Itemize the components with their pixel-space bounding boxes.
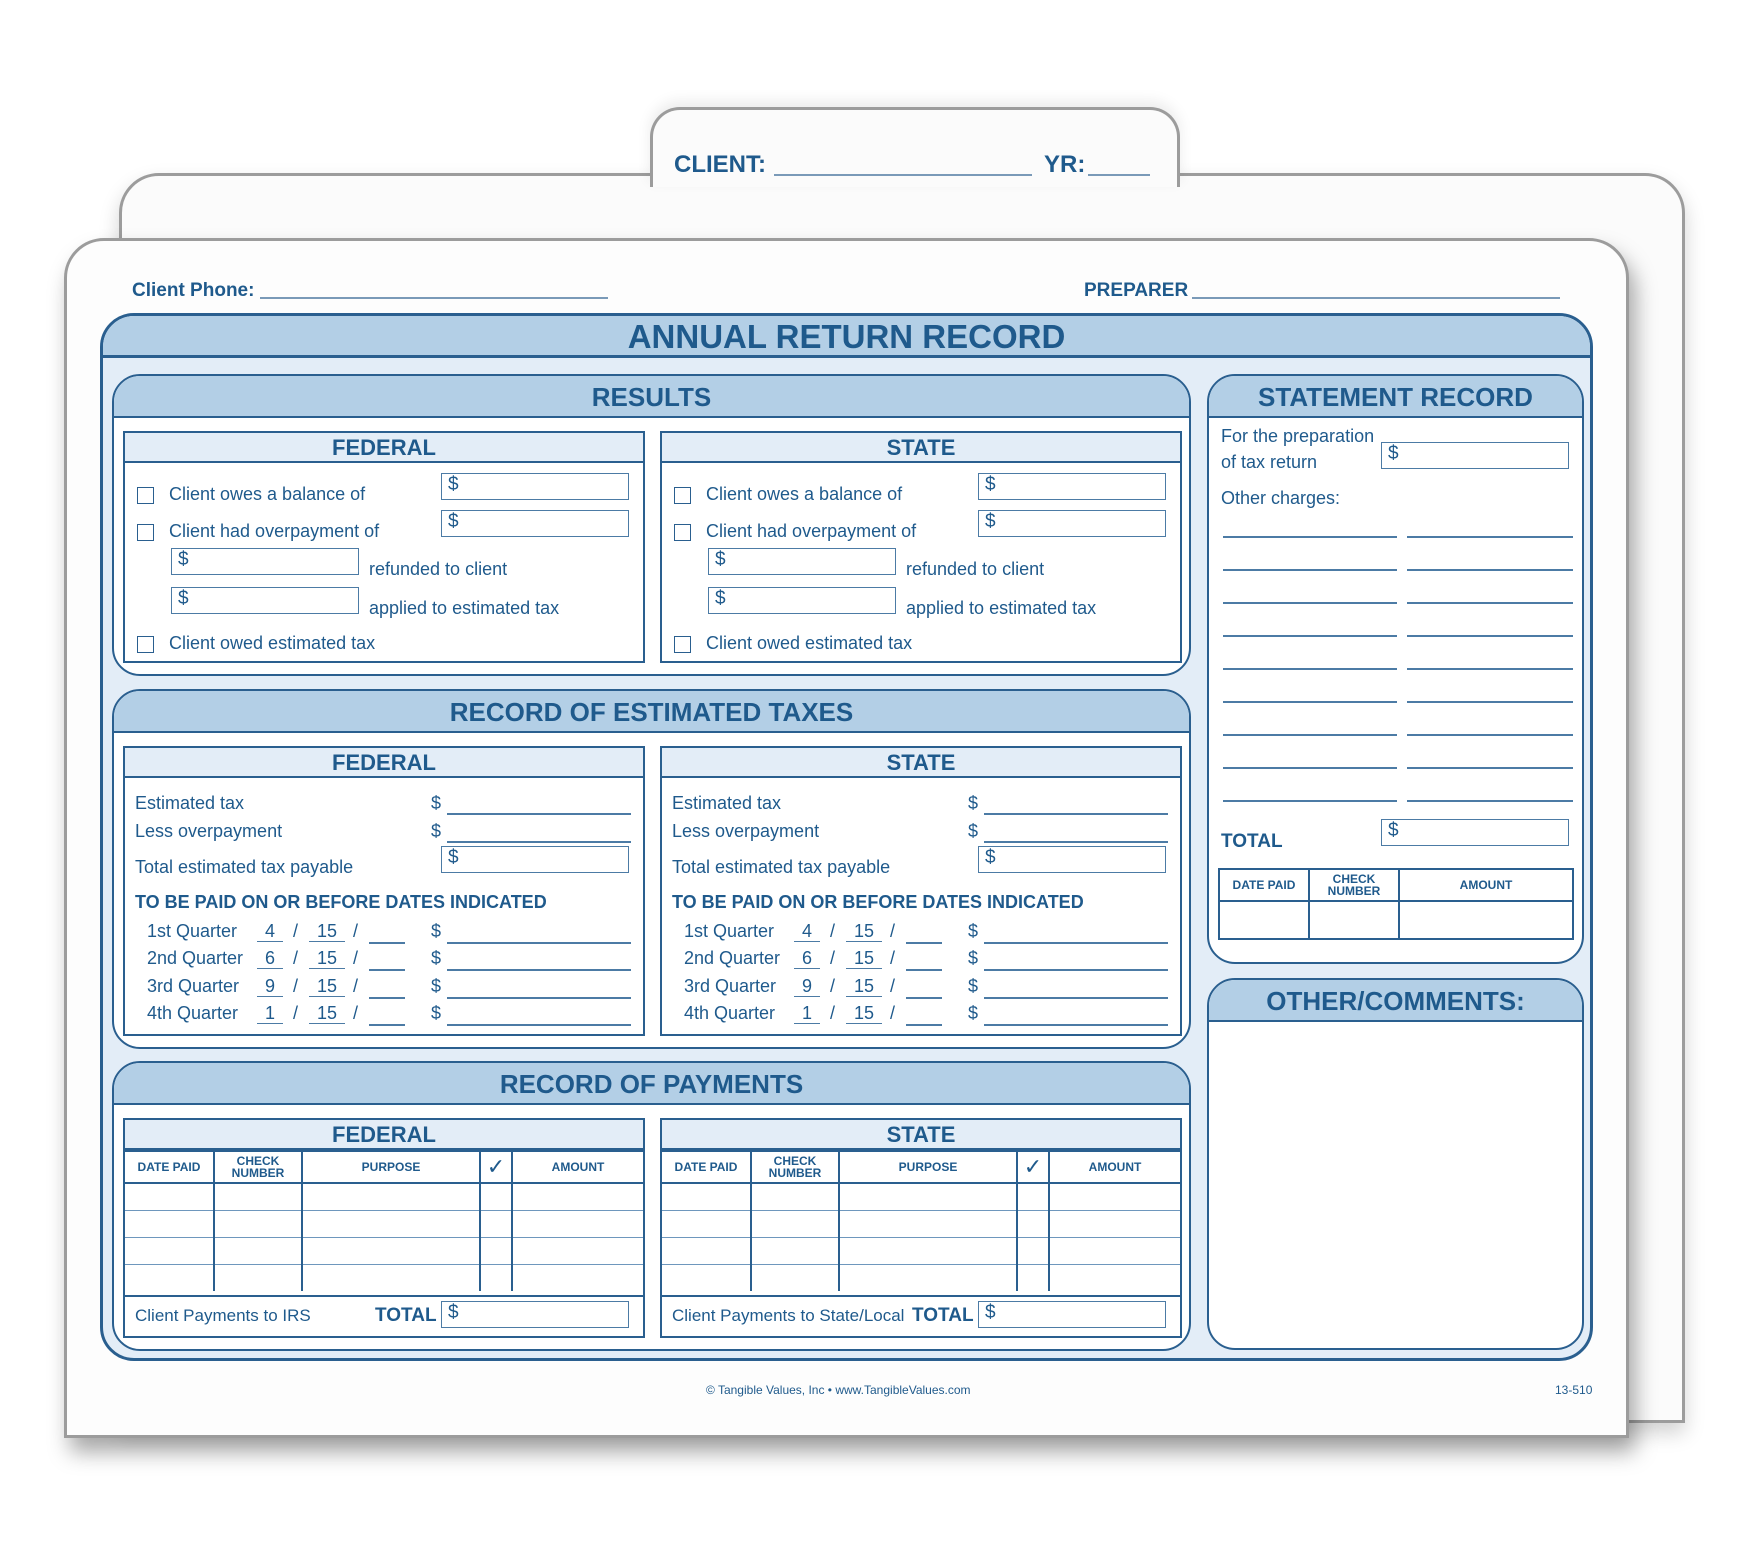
estimated-taxes-panel <box>112 689 1191 1049</box>
refunded-amount-field[interactable]: $ <box>171 548 359 575</box>
state-owed-estimated-checkbox[interactable] <box>674 636 691 653</box>
charge-amount-field[interactable] <box>1407 701 1573 703</box>
state-total-field[interactable]: $ <box>978 1301 1166 1328</box>
table-row[interactable] <box>661 1210 1181 1237</box>
state-less-overpayment-label: Less overpayment <box>672 821 820 841</box>
results-title: RESULTS <box>114 376 1189 418</box>
prep-amount-field[interactable]: $ <box>1381 442 1569 469</box>
estimated-federal-title: FEDERAL <box>125 748 643 778</box>
state-refunded-amount-field[interactable]: $ <box>708 548 896 575</box>
client-phone-field[interactable] <box>260 297 608 299</box>
client-name-field[interactable] <box>774 174 1032 176</box>
table-row[interactable] <box>661 1183 1181 1210</box>
charge-amount-field[interactable] <box>1407 767 1573 769</box>
state-refunded-label: refunded to client <box>906 559 1045 579</box>
charge-amount-field[interactable] <box>1407 602 1573 604</box>
quarter-amount-field[interactable] <box>447 1024 631 1026</box>
payments-panel <box>112 1061 1191 1351</box>
statement-record-panel <box>1207 374 1584 964</box>
charge-amount-field[interactable] <box>1407 635 1573 637</box>
charge-description-field[interactable] <box>1223 569 1397 571</box>
estimated-taxes-title: RECORD OF ESTIMATED TAXES <box>114 691 1189 733</box>
quarter-amount-field[interactable] <box>984 942 1168 944</box>
charge-description-field[interactable] <box>1223 701 1397 703</box>
year-field[interactable] <box>906 1024 942 1026</box>
state-owes-balance-label: Client owes a balance of <box>706 484 903 504</box>
charge-amount-field[interactable] <box>1407 536 1573 538</box>
charge-amount-field[interactable] <box>1407 734 1573 736</box>
state-applied-label: applied to estimated tax <box>906 598 1097 618</box>
results-federal-section <box>123 431 645 663</box>
refunded-label: refunded to client <box>369 559 508 579</box>
owes-balance-checkbox[interactable] <box>137 487 154 504</box>
overpayment-label: Client had overpayment of <box>169 521 380 541</box>
estimated-tax-field[interactable] <box>447 813 631 815</box>
prep-label-line1: For the preparation <box>1221 426 1375 446</box>
client-phone-label: Client Phone: <box>132 280 255 301</box>
results-state-title: STATE <box>662 433 1180 463</box>
state-estimated-tax-label: Estimated tax <box>672 793 782 813</box>
state-total-label: TOTAL <box>912 1305 974 1326</box>
dates-heading: TO BE PAID ON OR BEFORE DATES INDICATED <box>135 892 547 912</box>
state-total-payable-label: Total estimated tax payable <box>672 857 891 877</box>
irs-payments-label: Client Payments to IRS <box>135 1306 311 1325</box>
statement-total-field[interactable]: $ <box>1381 819 1569 846</box>
federal-payments-table: DATE PAID CHECK NUMBER PURPOSE ✓ AMOUNT <box>123 1150 645 1291</box>
applied-label: applied to estimated tax <box>369 598 560 618</box>
table-row[interactable] <box>124 1237 644 1264</box>
statement-title: STATEMENT RECORD <box>1209 376 1582 418</box>
year-field[interactable] <box>906 969 942 971</box>
other-charges-label: Other charges: <box>1221 488 1341 508</box>
estimated-state-section: STATE Estimated tax $ Less overpayment $ Total estimated tax payable $ TO BE PAID ON OR BEFORE DATES INDICATED 1st Quarter 4 / 15 / $ 2nd Quarter 6 / 15 / $ 3rd Quarter 9 / 15 / $ 4th Quarter 1 / 15 / $ <box>660 746 1182 1036</box>
overpayment-amount-field[interactable]: $ <box>441 510 629 537</box>
payments-state-section <box>660 1118 1182 1338</box>
table-row[interactable] <box>661 1264 1181 1291</box>
estimated-federal-section: FEDERAL Estimated tax $ Less overpayment $ Total estimated tax payable $ TO BE PAID ON OR BEFORE DATES INDICATED 1st Quarter 4 / 15 / $ 2nd Quarter 6 / 15 / $ 3rd Quarter 9 / 15 / $ 4th Quarter 1 / 15 / $ <box>123 746 645 1036</box>
year-field[interactable] <box>369 942 405 944</box>
state-owes-balance-checkbox[interactable] <box>674 487 691 504</box>
state-payments-label: Client Payments to State/Local <box>672 1306 905 1325</box>
owed-estimated-label: Client owed estimated tax <box>169 633 376 653</box>
form-title: ANNUAL RETURN RECORD <box>103 316 1590 358</box>
quarter-amount-field[interactable] <box>447 969 631 971</box>
comments-title: OTHER/COMMENTS: <box>1209 980 1582 1022</box>
prep-label-line2: of tax return <box>1221 452 1318 472</box>
state-overpayment-label: Client had overpayment of <box>706 521 917 541</box>
charge-description-field[interactable] <box>1223 767 1397 769</box>
year-field[interactable] <box>906 942 942 944</box>
table-row[interactable] <box>124 1264 644 1291</box>
state-estimated-tax-field[interactable] <box>984 813 1168 815</box>
year-field[interactable] <box>369 969 405 971</box>
charge-description-field[interactable] <box>1223 602 1397 604</box>
state-applied-amount-field[interactable]: $ <box>708 587 896 614</box>
charge-description-field[interactable] <box>1223 668 1397 670</box>
charge-description-field[interactable] <box>1223 536 1397 538</box>
results-federal-title: FEDERAL <box>125 433 643 463</box>
copyright-text: © Tangible Values, Inc • www.TangibleValues.com <box>706 1383 971 1397</box>
less-overpayment-field[interactable] <box>447 841 631 843</box>
checkmark-icon: ✓ <box>1017 1151 1049 1183</box>
applied-amount-field[interactable]: $ <box>171 587 359 614</box>
charge-amount-field[interactable] <box>1407 668 1573 670</box>
charge-amount-field[interactable] <box>1407 569 1573 571</box>
quarter-amount-field[interactable] <box>984 1024 1168 1026</box>
year-field[interactable] <box>1088 174 1150 176</box>
total-payable-label: Total estimated tax payable <box>135 857 354 877</box>
overpayment-checkbox[interactable] <box>137 524 154 541</box>
state-owes-balance-amount-field[interactable]: $ <box>978 473 1166 500</box>
form-number: 13-510 <box>1555 1383 1593 1397</box>
year-field[interactable] <box>906 997 942 999</box>
results-state-section <box>660 431 1182 663</box>
preparer-field[interactable] <box>1192 297 1560 299</box>
estimated-tax-label: Estimated tax <box>135 793 245 813</box>
statement-payments-table: DATE PAID CHECK NUMBER AMOUNT <box>1218 868 1574 940</box>
owes-balance-amount-field[interactable]: $ <box>441 473 629 500</box>
client-label: CLIENT: <box>674 151 766 178</box>
total-label: TOTAL <box>375 1305 437 1326</box>
annual-return-record-form <box>100 313 1593 1361</box>
charge-description-field[interactable] <box>1223 800 1397 802</box>
quarter-amount-field[interactable] <box>984 969 1168 971</box>
state-less-overpayment-field[interactable] <box>984 841 1168 843</box>
state-owed-estimated-label: Client owed estimated tax <box>706 633 913 653</box>
quarter-amount-field[interactable] <box>447 942 631 944</box>
table-row[interactable] <box>124 1183 644 1210</box>
state-total-payable-field[interactable]: $ <box>978 846 1166 873</box>
federal-total-field[interactable]: $ <box>441 1301 629 1328</box>
state-overpayment-checkbox[interactable] <box>674 524 691 541</box>
total-payable-field[interactable]: $ <box>441 846 629 873</box>
year-label: YR: <box>1044 151 1086 178</box>
comments-panel[interactable] <box>1207 978 1584 1350</box>
preparer-label: PREPARER <box>1084 280 1189 301</box>
owes-balance-label: Client owes a balance of <box>169 484 366 504</box>
quarter-amount-field[interactable] <box>447 997 631 999</box>
state-overpayment-amount-field[interactable]: $ <box>978 510 1166 537</box>
charge-description-field[interactable] <box>1223 635 1397 637</box>
state-dates-heading: TO BE PAID ON OR BEFORE DATES INDICATED <box>672 892 1084 912</box>
charge-description-field[interactable] <box>1223 734 1397 736</box>
payments-federal-section <box>123 1118 645 1338</box>
year-field[interactable] <box>369 1024 405 1026</box>
table-row[interactable] <box>1219 901 1573 939</box>
owed-estimated-checkbox[interactable] <box>137 636 154 653</box>
payments-federal-title: FEDERAL <box>125 1120 643 1150</box>
estimated-state-title: STATE <box>662 748 1180 778</box>
statement-total-label: TOTAL <box>1221 831 1283 852</box>
quarter-amount-field[interactable] <box>984 997 1168 999</box>
year-field[interactable] <box>369 997 405 999</box>
charge-amount-field[interactable] <box>1407 800 1573 802</box>
less-overpayment-label: Less overpayment <box>135 821 283 841</box>
table-row[interactable] <box>124 1210 644 1237</box>
state-payments-table: DATE PAID CHECK NUMBER PURPOSE ✓ AMOUNT <box>660 1150 1182 1291</box>
payments-title: RECORD OF PAYMENTS <box>114 1063 1189 1105</box>
table-row[interactable] <box>661 1237 1181 1264</box>
results-panel <box>112 374 1191 676</box>
payments-state-title: STATE <box>662 1120 1180 1150</box>
checkmark-icon: ✓ <box>480 1151 512 1183</box>
